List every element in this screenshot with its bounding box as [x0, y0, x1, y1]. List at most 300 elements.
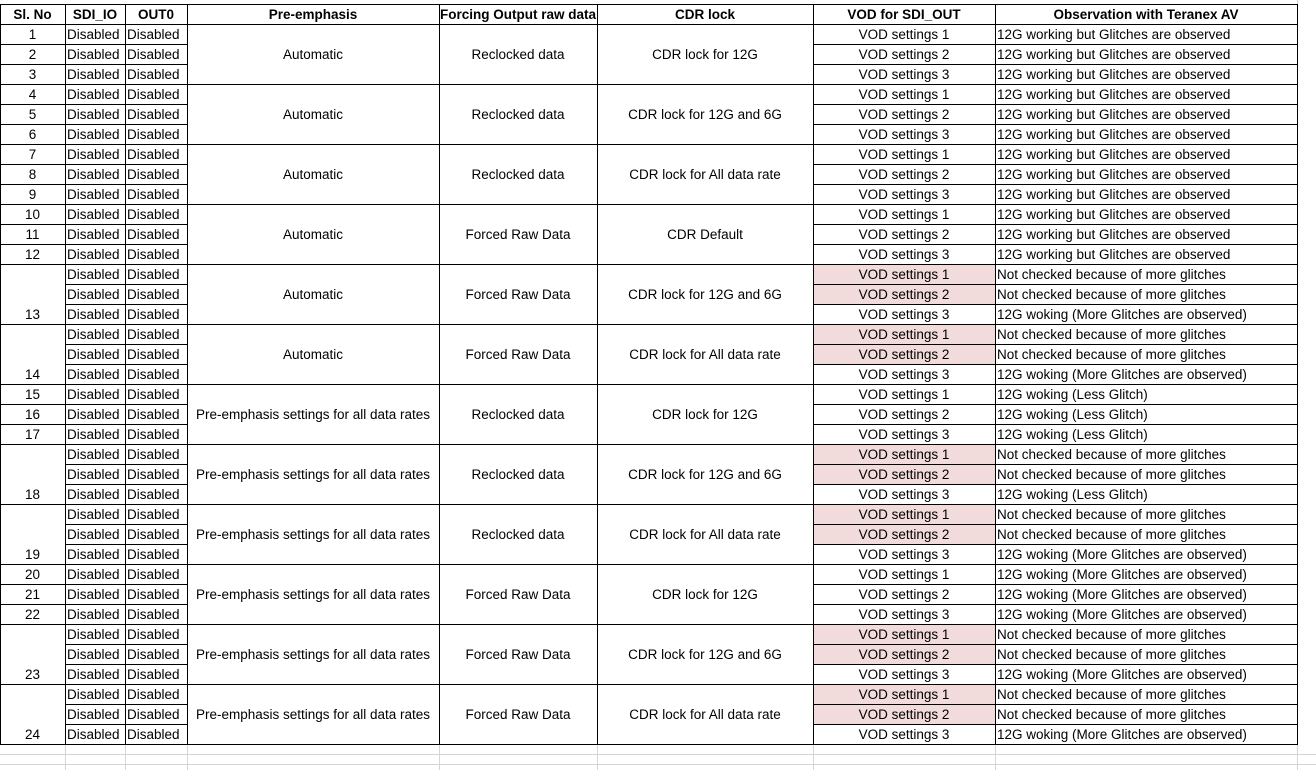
- table-border: [813, 244, 1298, 245]
- forcing-output-cell[interactable]: Forced Raw Data: [465, 226, 571, 242]
- sdi-io-cell[interactable]: Disabled: [67, 506, 120, 522]
- header-vod[interactable]: VOD for SDI_OUT: [847, 6, 961, 22]
- vod-cell[interactable]: VOD settings 2: [858, 46, 950, 62]
- forcing-output-cell[interactable]: Reclocked data: [471, 466, 565, 482]
- table-border: [439, 4, 440, 745]
- sdi-io-cell[interactable]: Disabled: [67, 366, 120, 382]
- table-border: [813, 64, 1298, 65]
- table-border: [0, 744, 1298, 745]
- table-border: [0, 104, 65, 105]
- table-border: [0, 684, 1298, 685]
- table-border: [65, 544, 188, 545]
- sheet-gridline: [187, 744, 188, 770]
- sdi-io-cell[interactable]: Disabled: [67, 586, 120, 602]
- out0-cell[interactable]: Disabled: [127, 166, 180, 182]
- vod-cell[interactable]: VOD settings 3: [858, 126, 950, 142]
- table-border: [813, 644, 1298, 645]
- sl-no-cell[interactable]: 22: [24, 606, 41, 622]
- vod-cell[interactable]: VOD settings 2: [813, 644, 995, 664]
- vod-cell[interactable]: VOD settings 3: [858, 546, 950, 562]
- table-border: [0, 324, 1298, 325]
- observation-cell[interactable]: Not checked because of more glitches: [997, 526, 1226, 542]
- sl-no-cell[interactable]: 3: [28, 66, 37, 82]
- vod-cell[interactable]: VOD settings 3: [858, 186, 950, 202]
- sheet-gridline: [125, 744, 126, 770]
- observation-cell[interactable]: 12G working but Glitches are observed: [997, 46, 1231, 62]
- vod-cell[interactable]: VOD settings 2: [813, 344, 995, 364]
- sl-no-cell[interactable]: [0, 444, 65, 464]
- sdi-io-cell[interactable]: Disabled: [67, 86, 120, 102]
- observation-cell[interactable]: Not checked because of more glitches: [997, 646, 1226, 662]
- sl-no-cell[interactable]: 24: [24, 726, 41, 742]
- sdi-io-cell[interactable]: Disabled: [67, 666, 120, 682]
- vod-cell[interactable]: VOD settings 3: [858, 726, 950, 742]
- sl-no-cell[interactable]: 18: [24, 486, 41, 502]
- observation-cell[interactable]: 12G woking (Less Glitch): [997, 486, 1148, 502]
- observation-cell[interactable]: Not checked because of more glitches: [997, 506, 1226, 522]
- out0-cell[interactable]: Disabled: [127, 466, 180, 482]
- table-border: [65, 484, 188, 485]
- vod-cell[interactable]: VOD settings 1: [813, 504, 995, 524]
- table-border: [813, 124, 1298, 125]
- cdr-lock-cell[interactable]: CDR lock for 12G and 6G: [628, 106, 782, 122]
- observation-cell[interactable]: 12G woking (More Glitches are observed): [997, 606, 1247, 622]
- header-pre-emphasis[interactable]: Pre-emphasis: [268, 6, 358, 22]
- sheet-gridline: [65, 744, 66, 770]
- out0-cell[interactable]: Disabled: [127, 526, 180, 542]
- pre-emphasis-cell[interactable]: Pre-emphasis settings for all data rates: [195, 706, 431, 722]
- observation-cell[interactable]: 12G woking (More Glitches are observed): [997, 726, 1247, 742]
- sdi-io-cell[interactable]: Disabled: [67, 546, 120, 562]
- vod-cell[interactable]: VOD settings 3: [858, 606, 950, 622]
- table-border: [0, 584, 65, 585]
- table-border: [813, 524, 1298, 525]
- pre-emphasis-cell[interactable]: Pre-emphasis settings for all data rates: [195, 526, 431, 542]
- sdi-io-cell[interactable]: Disabled: [67, 266, 120, 282]
- sdi-io-cell[interactable]: Disabled: [67, 326, 120, 342]
- out0-cell[interactable]: Disabled: [127, 546, 180, 562]
- header-forcing-output[interactable]: Forcing Output raw data: [439, 6, 596, 22]
- sl-no-cell[interactable]: 2: [28, 46, 37, 62]
- sheet-gridline: [995, 744, 996, 770]
- out0-cell[interactable]: Disabled: [127, 186, 180, 202]
- table-border: [597, 4, 598, 745]
- sheet-gridline: [597, 744, 598, 770]
- sl-no-cell[interactable]: [0, 464, 65, 484]
- out0-cell[interactable]: Disabled: [127, 506, 180, 522]
- sdi-io-cell[interactable]: Disabled: [67, 726, 120, 742]
- cdr-lock-cell[interactable]: CDR lock for All data rate: [629, 526, 781, 542]
- sdi-io-cell[interactable]: Disabled: [67, 526, 120, 542]
- sl-no-cell[interactable]: [0, 524, 65, 544]
- sl-no-cell[interactable]: 4: [28, 86, 37, 102]
- table-border: [65, 724, 188, 725]
- vod-cell[interactable]: VOD settings 2: [858, 406, 950, 422]
- observation-cell[interactable]: 12G working but Glitches are observed: [997, 246, 1231, 262]
- table-border: [0, 24, 1298, 25]
- table-border: [813, 104, 1298, 105]
- table-border: [813, 284, 1298, 285]
- pre-emphasis-cell[interactable]: Automatic: [282, 46, 344, 62]
- out0-cell[interactable]: Disabled: [127, 586, 180, 602]
- table-border: [995, 4, 996, 745]
- table-border: [0, 624, 1298, 625]
- sdi-io-cell[interactable]: Disabled: [67, 426, 120, 442]
- sdi-io-cell[interactable]: Disabled: [67, 566, 120, 582]
- table-border: [0, 224, 65, 225]
- observation-cell[interactable]: 12G working but Glitches are observed: [997, 146, 1231, 162]
- forcing-output-cell[interactable]: Forced Raw Data: [465, 706, 571, 722]
- sdi-io-cell[interactable]: Disabled: [67, 446, 120, 462]
- header-sdi-io[interactable]: SDI_IO: [72, 6, 118, 22]
- sdi-io-cell[interactable]: Disabled: [67, 46, 120, 62]
- sdi-io-cell[interactable]: Disabled: [67, 606, 120, 622]
- table-border: [65, 404, 188, 405]
- vod-cell[interactable]: VOD settings 1: [858, 386, 950, 402]
- forcing-output-cell[interactable]: Forced Raw Data: [465, 646, 571, 662]
- sdi-io-cell[interactable]: Disabled: [67, 226, 120, 242]
- header-out0[interactable]: OUT0: [137, 6, 174, 22]
- observation-cell[interactable]: Not checked because of more glitches: [997, 626, 1226, 642]
- table-border: [813, 344, 1298, 345]
- vod-cell[interactable]: VOD settings 3: [858, 666, 950, 682]
- vod-cell[interactable]: VOD settings 3: [858, 486, 950, 502]
- observation-cell[interactable]: 12G woking (More Glitches are observed): [997, 586, 1247, 602]
- table-border: [65, 664, 188, 665]
- pre-emphasis-cell[interactable]: Pre-emphasis settings for all data rates: [195, 646, 431, 662]
- sdi-io-cell[interactable]: Disabled: [67, 246, 120, 262]
- sdi-io-cell[interactable]: Disabled: [67, 146, 120, 162]
- out0-cell[interactable]: Disabled: [127, 686, 180, 702]
- sl-no-cell[interactable]: [0, 504, 65, 524]
- sl-no-cell[interactable]: 21: [24, 586, 41, 602]
- observation-cell[interactable]: 12G woking (More Glitches are observed): [997, 666, 1247, 682]
- sdi-io-cell[interactable]: Disabled: [67, 286, 120, 302]
- cdr-lock-cell[interactable]: CDR lock for 12G and 6G: [628, 646, 782, 662]
- vod-cell[interactable]: VOD settings 3: [858, 306, 950, 322]
- vod-cell[interactable]: VOD settings 1: [858, 146, 950, 162]
- out0-cell[interactable]: Disabled: [127, 426, 180, 442]
- sdi-io-cell[interactable]: Disabled: [67, 706, 120, 722]
- sdi-io-cell[interactable]: Disabled: [67, 66, 120, 82]
- vod-cell[interactable]: VOD settings 1: [813, 624, 995, 644]
- out0-cell[interactable]: Disabled: [127, 566, 180, 582]
- observation-cell[interactable]: 12G working but Glitches are observed: [997, 66, 1231, 82]
- observation-cell[interactable]: 12G woking (More Glitches are observed): [997, 566, 1247, 582]
- sl-no-cell[interactable]: 8: [28, 166, 37, 182]
- vod-cell[interactable]: VOD settings 2: [813, 704, 995, 724]
- out0-cell[interactable]: Disabled: [127, 206, 180, 222]
- sdi-io-cell[interactable]: Disabled: [67, 486, 120, 502]
- sl-no-cell[interactable]: [0, 324, 65, 344]
- sl-no-cell[interactable]: 16: [24, 406, 41, 422]
- observation-cell[interactable]: 12G working but Glitches are observed: [997, 206, 1231, 222]
- table-border: [0, 4, 1298, 5]
- table-border: [65, 704, 188, 705]
- out0-cell[interactable]: Disabled: [127, 226, 180, 242]
- vod-cell[interactable]: VOD settings 3: [858, 426, 950, 442]
- pre-emphasis-cell[interactable]: Pre-emphasis settings for all data rates: [195, 406, 431, 422]
- table-border: [813, 544, 1298, 545]
- forcing-output-cell[interactable]: Forced Raw Data: [465, 586, 571, 602]
- forcing-output-cell[interactable]: Reclocked data: [471, 406, 565, 422]
- vod-cell[interactable]: VOD settings 2: [813, 524, 995, 544]
- observation-cell[interactable]: 12G working but Glitches are observed: [997, 186, 1231, 202]
- observation-cell[interactable]: 12G working but Glitches are observed: [997, 26, 1231, 42]
- sl-no-cell[interactable]: [0, 644, 65, 664]
- sdi-io-cell[interactable]: Disabled: [67, 166, 120, 182]
- cdr-lock-cell[interactable]: CDR lock for 12G: [652, 406, 758, 422]
- out0-cell[interactable]: Disabled: [127, 706, 180, 722]
- sheet-gridline: [439, 744, 440, 770]
- sdi-io-cell[interactable]: Disabled: [67, 306, 120, 322]
- table-border: [0, 124, 65, 125]
- forcing-output-cell[interactable]: Reclocked data: [471, 166, 565, 182]
- sl-no-cell[interactable]: 14: [24, 366, 41, 382]
- header-cdr-lock[interactable]: CDR lock: [674, 6, 735, 22]
- cdr-lock-cell[interactable]: CDR Default: [667, 226, 743, 242]
- observation-cell[interactable]: 12G working but Glitches are observed: [997, 226, 1231, 242]
- forcing-output-cell[interactable]: Forced Raw Data: [465, 346, 571, 362]
- out0-cell[interactable]: Disabled: [127, 306, 180, 322]
- table-border: [813, 364, 1298, 365]
- table-border: [65, 604, 188, 605]
- observation-cell[interactable]: Not checked because of more glitches: [997, 326, 1226, 342]
- sl-no-cell[interactable]: 23: [24, 666, 41, 682]
- table-border: [0, 144, 1298, 145]
- sl-no-cell[interactable]: [0, 284, 65, 304]
- table-border: [0, 204, 1298, 205]
- vod-cell[interactable]: VOD settings 1: [858, 206, 950, 222]
- sl-no-cell[interactable]: 19: [24, 546, 41, 562]
- out0-cell[interactable]: Disabled: [127, 26, 180, 42]
- table-border: [0, 384, 1298, 385]
- vod-cell[interactable]: VOD settings 1: [858, 566, 950, 582]
- table-border: [813, 424, 1298, 425]
- sl-no-cell[interactable]: 17: [24, 426, 41, 442]
- observation-cell[interactable]: 12G working but Glitches are observed: [997, 166, 1231, 182]
- forcing-output-cell[interactable]: Reclocked data: [471, 46, 565, 62]
- sl-no-cell[interactable]: [0, 704, 65, 724]
- observation-cell[interactable]: 12G woking (More Glitches are observed): [997, 306, 1247, 322]
- cdr-lock-cell[interactable]: CDR lock for All data rate: [629, 346, 781, 362]
- observation-cell[interactable]: 12G woking (Less Glitch): [997, 426, 1148, 442]
- out0-cell[interactable]: Disabled: [127, 446, 180, 462]
- forcing-output-cell[interactable]: Reclocked data: [471, 526, 565, 542]
- out0-cell[interactable]: Disabled: [127, 386, 180, 402]
- cdr-lock-cell[interactable]: CDR lock for All data rate: [629, 166, 781, 182]
- sl-no-cell[interactable]: [0, 684, 65, 704]
- observation-cell[interactable]: Not checked because of more glitches: [997, 706, 1226, 722]
- sl-no-cell[interactable]: 10: [24, 206, 41, 222]
- out0-cell[interactable]: Disabled: [127, 326, 180, 342]
- table-border: [65, 184, 188, 185]
- observation-cell[interactable]: Not checked because of more glitches: [997, 446, 1226, 462]
- sl-no-cell[interactable]: 1: [28, 26, 37, 42]
- observation-cell[interactable]: 12G woking (More Glitches are observed): [997, 546, 1247, 562]
- sl-no-cell[interactable]: 15: [24, 386, 41, 402]
- out0-cell[interactable]: Disabled: [127, 666, 180, 682]
- vod-cell[interactable]: VOD settings 2: [858, 586, 950, 602]
- out0-cell[interactable]: Disabled: [127, 346, 180, 362]
- sdi-io-cell[interactable]: Disabled: [67, 26, 120, 42]
- cdr-lock-cell[interactable]: CDR lock for 12G: [652, 586, 758, 602]
- vod-cell[interactable]: VOD settings 3: [858, 366, 950, 382]
- pre-emphasis-cell[interactable]: Pre-emphasis settings for all data rates: [195, 586, 431, 602]
- table-border: [0, 264, 1298, 265]
- pre-emphasis-cell[interactable]: Automatic: [282, 166, 344, 182]
- sl-no-cell[interactable]: 12: [24, 246, 41, 262]
- sdi-io-cell[interactable]: Disabled: [67, 406, 120, 422]
- table-border: [813, 464, 1298, 465]
- forcing-output-cell[interactable]: Forced Raw Data: [465, 286, 571, 302]
- pre-emphasis-cell[interactable]: Automatic: [282, 286, 344, 302]
- vod-cell[interactable]: VOD settings 2: [813, 284, 995, 304]
- table-border: [813, 604, 1298, 605]
- table-border: [65, 224, 188, 225]
- table-border: [813, 484, 1298, 485]
- table-border: [0, 164, 65, 165]
- sdi-io-cell[interactable]: Disabled: [67, 126, 120, 142]
- out0-cell[interactable]: Disabled: [127, 646, 180, 662]
- out0-cell[interactable]: Disabled: [127, 126, 180, 142]
- sdi-io-cell[interactable]: Disabled: [67, 106, 120, 122]
- sdi-io-cell[interactable]: Disabled: [67, 626, 120, 642]
- table-border: [0, 604, 65, 605]
- pre-emphasis-cell[interactable]: Automatic: [282, 226, 344, 242]
- table-border: [65, 4, 66, 745]
- pre-emphasis-cell[interactable]: Automatic: [282, 346, 344, 362]
- table-border: [813, 44, 1298, 45]
- table-border: [0, 64, 65, 65]
- sl-no-cell[interactable]: 5: [28, 106, 37, 122]
- cdr-lock-cell[interactable]: CDR lock for 12G: [652, 46, 758, 62]
- vod-cell[interactable]: VOD settings 1: [858, 26, 950, 42]
- table-border: [813, 4, 814, 745]
- observation-cell[interactable]: 12G working but Glitches are observed: [997, 106, 1231, 122]
- vod-cell[interactable]: VOD settings 2: [813, 464, 995, 484]
- table-border: [0, 184, 65, 185]
- table-border: [813, 304, 1298, 305]
- observation-cell[interactable]: Not checked because of more glitches: [997, 346, 1226, 362]
- observation-cell[interactable]: Not checked because of more glitches: [997, 266, 1226, 282]
- sdi-io-cell[interactable]: Disabled: [67, 686, 120, 702]
- table-border: [65, 44, 188, 45]
- observation-cell[interactable]: 12G woking (More Glitches are observed): [997, 366, 1247, 382]
- table-border: [65, 244, 188, 245]
- table-border: [813, 184, 1298, 185]
- out0-cell[interactable]: Disabled: [127, 726, 180, 742]
- out0-cell[interactable]: Disabled: [127, 146, 180, 162]
- vod-cell[interactable]: VOD settings 1: [813, 684, 995, 704]
- cdr-lock-cell[interactable]: CDR lock for 12G and 6G: [628, 466, 782, 482]
- vod-cell[interactable]: VOD settings 2: [858, 226, 950, 242]
- forcing-output-cell[interactable]: Reclocked data: [471, 106, 565, 122]
- out0-cell[interactable]: Disabled: [127, 626, 180, 642]
- table-border: [65, 64, 188, 65]
- sdi-io-cell[interactable]: Disabled: [67, 466, 120, 482]
- table-border: [0, 404, 65, 405]
- table-border: [65, 104, 188, 105]
- observation-cell[interactable]: Not checked because of more glitches: [997, 686, 1226, 702]
- sdi-io-cell[interactable]: Disabled: [67, 346, 120, 362]
- sdi-io-cell[interactable]: Disabled: [67, 186, 120, 202]
- pre-emphasis-cell[interactable]: Automatic: [282, 106, 344, 122]
- sheet-gridline: [0, 754, 1316, 755]
- observation-cell[interactable]: Not checked because of more glitches: [997, 286, 1226, 302]
- table-border: [0, 424, 65, 425]
- sl-no-cell[interactable]: 13: [24, 306, 41, 322]
- observation-cell[interactable]: 12G working but Glitches are observed: [997, 126, 1231, 142]
- out0-cell[interactable]: Disabled: [127, 366, 180, 382]
- sl-no-cell[interactable]: 11: [25, 226, 40, 242]
- out0-cell[interactable]: Disabled: [127, 286, 180, 302]
- sl-no-cell[interactable]: 6: [28, 126, 37, 142]
- vod-cell[interactable]: VOD settings 1: [813, 324, 995, 344]
- header-observation[interactable]: Observation with Teranex AV: [1053, 6, 1239, 22]
- table-border: [813, 164, 1298, 165]
- out0-cell[interactable]: Disabled: [127, 66, 180, 82]
- out0-cell[interactable]: Disabled: [127, 606, 180, 622]
- sl-no-cell[interactable]: 20: [24, 566, 41, 582]
- sl-no-cell[interactable]: [0, 624, 65, 644]
- observation-cell[interactable]: 12G woking (Less Glitch): [997, 406, 1148, 422]
- out0-cell[interactable]: Disabled: [127, 86, 180, 102]
- vod-cell[interactable]: VOD settings 3: [858, 246, 950, 262]
- vod-cell[interactable]: VOD settings 1: [813, 444, 995, 464]
- pre-emphasis-cell[interactable]: Pre-emphasis settings for all data rates: [195, 466, 431, 482]
- out0-cell[interactable]: Disabled: [127, 486, 180, 502]
- sdi-io-cell[interactable]: Disabled: [67, 386, 120, 402]
- table-border: [65, 164, 188, 165]
- sl-no-cell[interactable]: [0, 264, 65, 284]
- sheet-gridline: [813, 744, 814, 770]
- sl-no-cell[interactable]: [0, 344, 65, 364]
- out0-cell[interactable]: Disabled: [127, 106, 180, 122]
- observation-cell[interactable]: 12G woking (Less Glitch): [997, 386, 1148, 402]
- out0-cell[interactable]: Disabled: [127, 266, 180, 282]
- vod-cell[interactable]: VOD settings 1: [813, 264, 995, 284]
- vod-cell[interactable]: VOD settings 2: [858, 166, 950, 182]
- table-border: [813, 224, 1298, 225]
- cdr-lock-cell[interactable]: CDR lock for 12G and 6G: [628, 286, 782, 302]
- table-border: [65, 344, 188, 345]
- vod-cell[interactable]: VOD settings 2: [858, 106, 950, 122]
- out0-cell[interactable]: Disabled: [127, 406, 180, 422]
- table-border: [0, 44, 65, 45]
- sdi-io-cell[interactable]: Disabled: [67, 206, 120, 222]
- out0-cell[interactable]: Disabled: [127, 246, 180, 262]
- table-border: [65, 304, 188, 305]
- table-border: [65, 124, 188, 125]
- table-border: [65, 424, 188, 425]
- table-border: [125, 4, 126, 745]
- sl-no-cell[interactable]: 9: [28, 186, 37, 202]
- vod-cell[interactable]: VOD settings 3: [858, 66, 950, 82]
- table-border: [813, 724, 1298, 725]
- table-border: [0, 444, 1298, 445]
- table-border: [813, 584, 1298, 585]
- observation-cell[interactable]: 12G working but Glitches are observed: [997, 86, 1231, 102]
- table-border: [65, 644, 188, 645]
- cdr-lock-cell[interactable]: CDR lock for All data rate: [629, 706, 781, 722]
- out0-cell[interactable]: Disabled: [127, 46, 180, 62]
- observation-cell[interactable]: Not checked because of more glitches: [997, 466, 1226, 482]
- sl-no-cell[interactable]: 7: [28, 146, 37, 162]
- vod-cell[interactable]: VOD settings 1: [858, 86, 950, 102]
- sdi-io-cell[interactable]: Disabled: [67, 646, 120, 662]
- header-sl-no[interactable]: Sl. No: [13, 6, 52, 22]
